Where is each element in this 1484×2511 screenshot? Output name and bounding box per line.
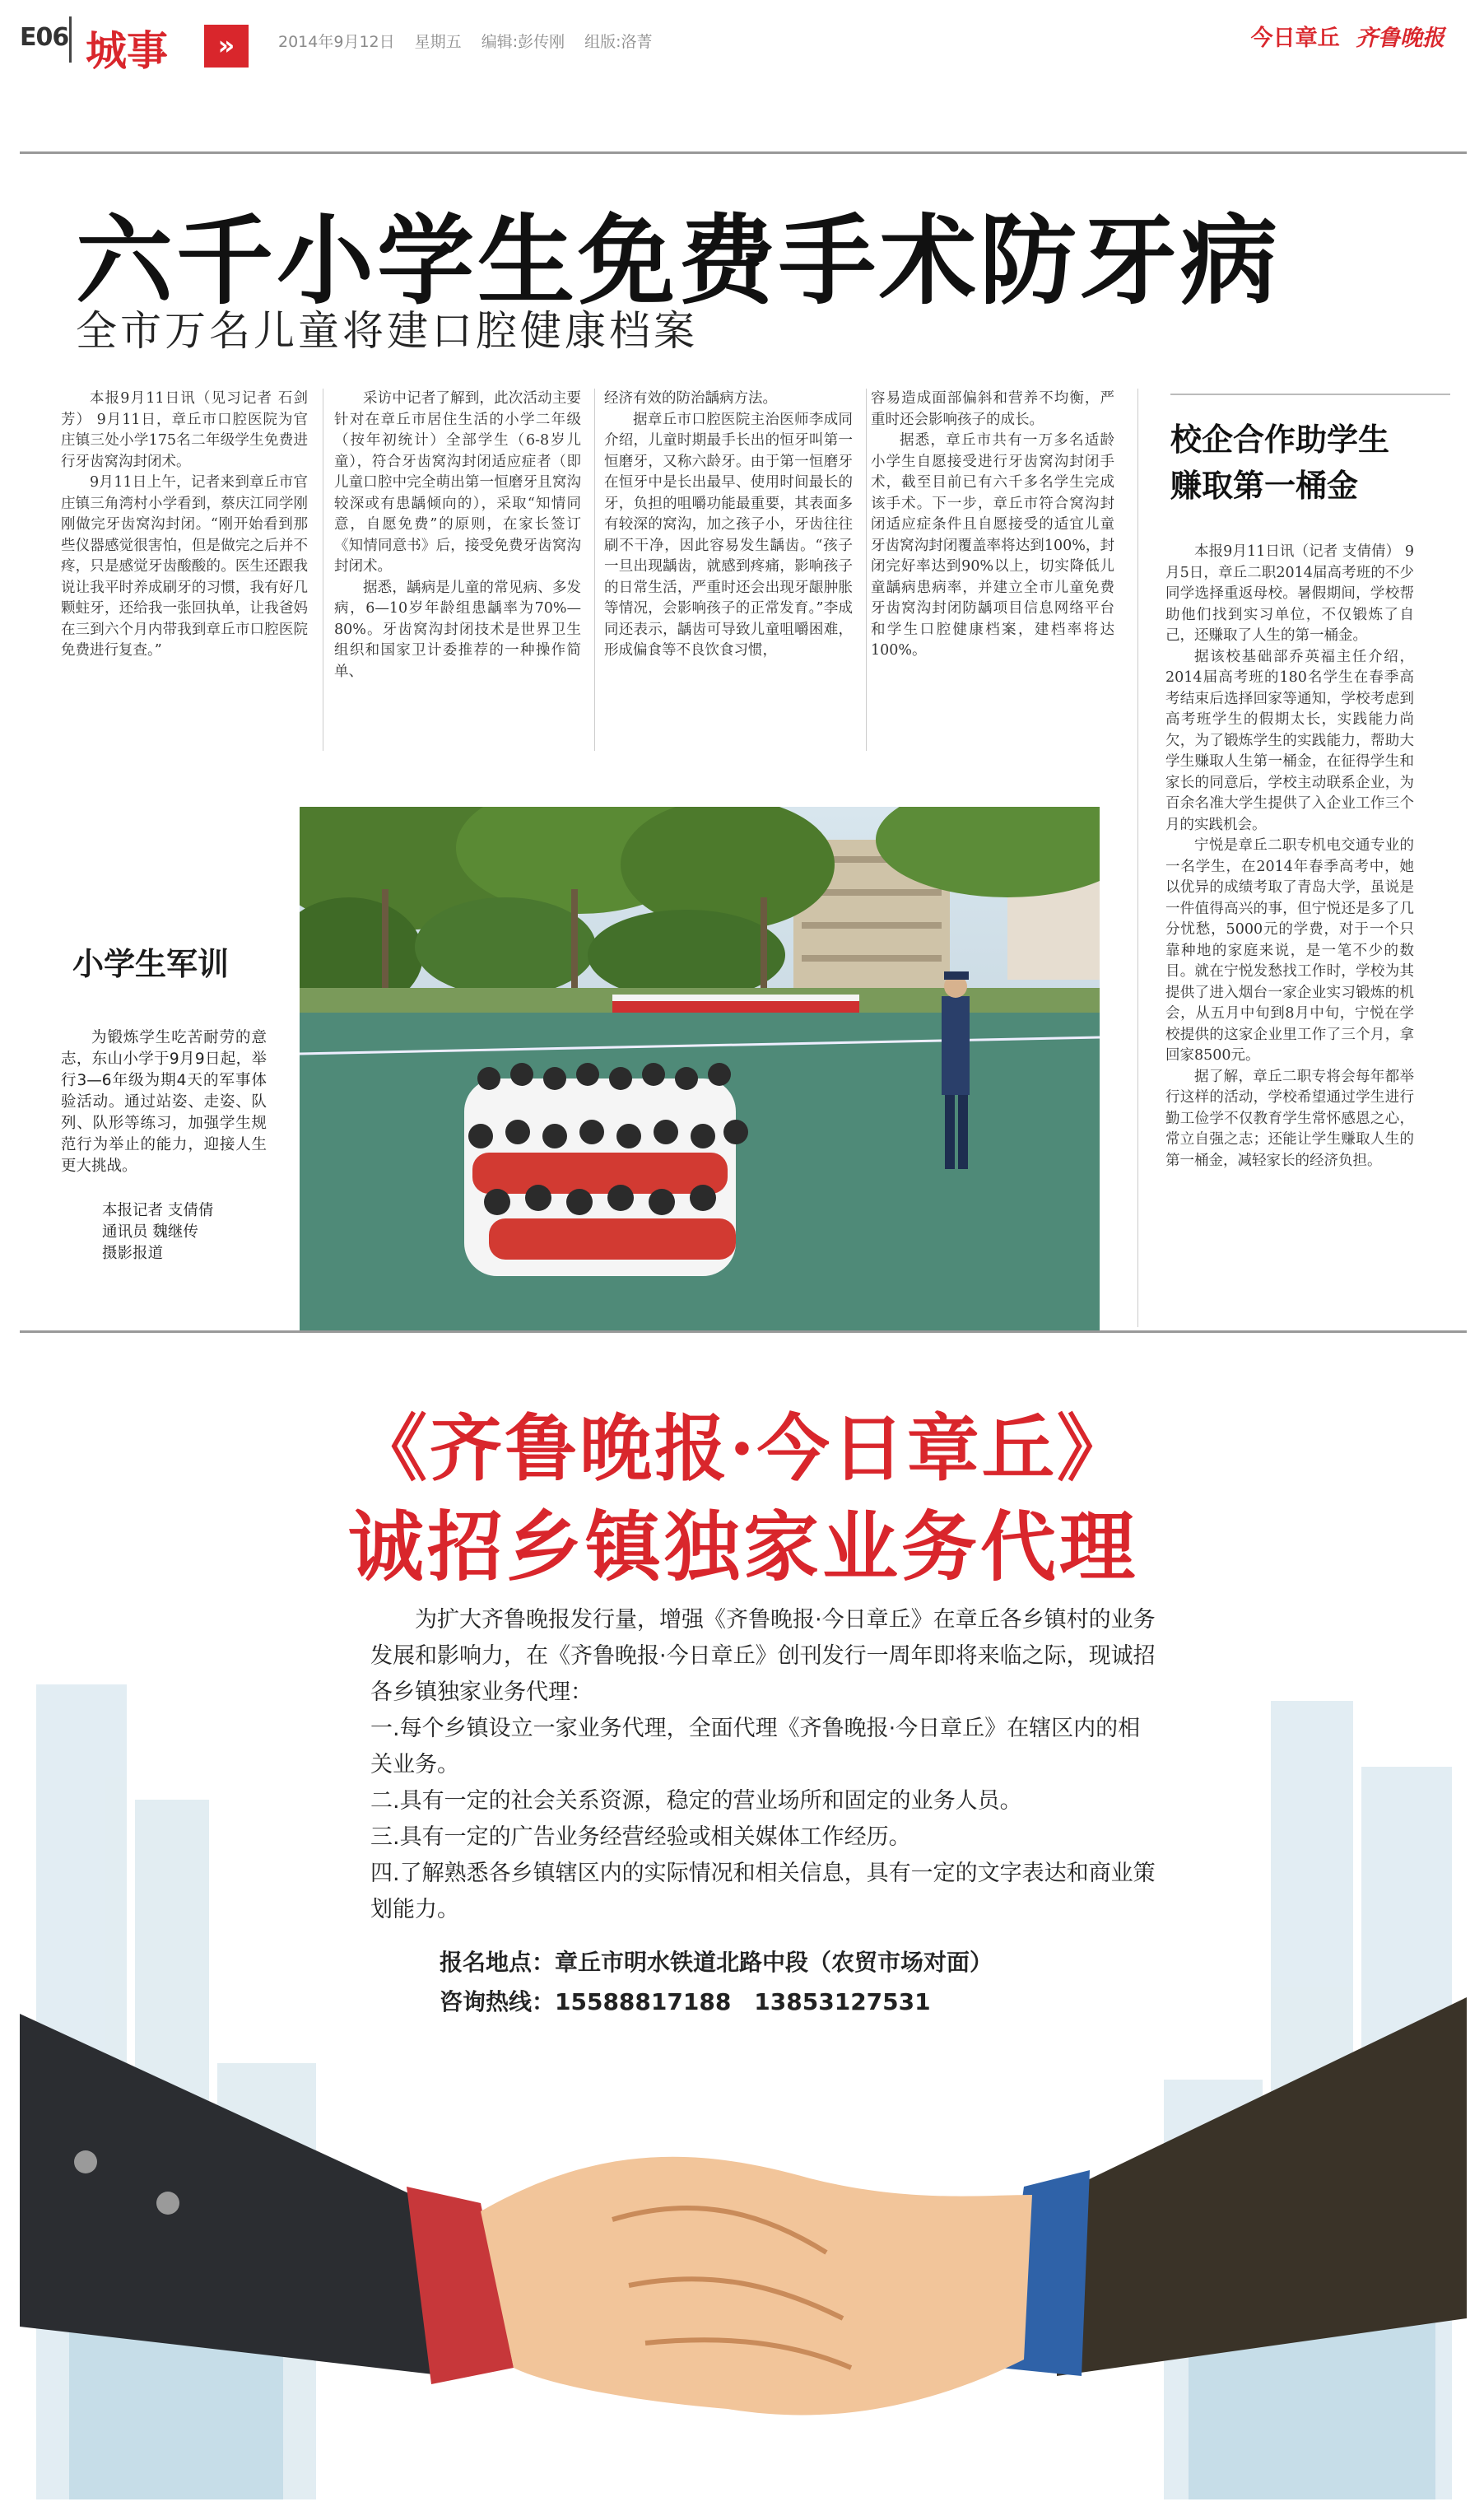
article-paragraph: 本报9月11日讯（见习记者 石剑芳） 9月11日，章丘市口腔医院为官庄镇三处小学175名二年级学生免费进行牙齿窝沟封闭术。 <box>61 390 308 470</box>
edition-name: 今日章丘 <box>1250 26 1340 51</box>
article-paragraph: 采访中记者了解到，此次活动主要针对在章丘市居住生活的小学二年级（按年初统计）全部学生（6-8岁儿童），符合牙齿窝沟封闭适应症者（即儿童口腔中完全萌出第一恒磨牙且窝沟较深或有患龋倾向的），采取“知情同意，自愿免费”的原则，在家长签订《知情同意书》后，接受免费牙齿窝沟封闭术。 <box>334 390 581 575</box>
article-column-2 <box>334 389 581 682</box>
ad-body <box>370 1602 1161 1928</box>
military-training-photo <box>300 807 1100 1330</box>
article-column-3 <box>604 389 853 662</box>
ad-requirement: 一.每个乡镇设立一家业务代理，全面代理《齐鲁晚报·今日章丘》在辖区内的相关业务。 <box>370 1716 1141 1777</box>
article-paragraph: 据悉，章丘市共有一万多名适龄小学生自愿接受进行牙齿窝沟封闭手术，截至目前已有六千多名学生完成该手术。下一步，章丘市符合窝沟封闭适应症条件且自愿接受的适宜儿童牙齿窝沟封闭覆盖率将达到100%，封闭完好率达到90%以上，切实降低儿童龋病患病率，并建立全市儿童免费牙齿窝沟封闭防龋项目信息网络平台和学生口腔健康档案，建档率将达100%。 <box>871 432 1114 659</box>
column-divider <box>866 389 867 751</box>
ad-contact <box>440 1943 993 2022</box>
ad-hotline: 咨询热线：15588817188 13853127531 <box>440 1988 931 2015</box>
section-rule <box>20 1330 1467 1333</box>
sidebar-paragraph: 本报9月11日讯（记者 支倩倩） 9月5日，章丘二职2014届高考班的不少同学选择重返母校。暑假期间，学校帮助他们找到实习单位，不仅锻炼了自己，还赚取了人生的第一桶金。 <box>1165 543 1414 644</box>
sidebar-paragraph: 据了解，章丘二职专将会每年都举行这样的活动，学校希望通过学生进行勤工俭学不仅教育学生常怀感恩之心，常立自强之志；还能让学生赚取人生的第一桶金，减轻家长的经济负担。 <box>1165 1068 1414 1169</box>
article-column-1 <box>61 389 308 662</box>
sidebar-title-line: 校企合作助学生 <box>1170 422 1390 458</box>
sidebar-paragraph: 据该校基础部乔英福主任介绍，2014届高考班的180名学生在春季高考结束后选择回家等通知，学校考虑到高考班学生的假期太长，实践能力尚欠，为了锻炼学生的实践能力，帮助大学生赚取人生第一桶金，在征得学生和家长的同意后，学校主动联系企业，为百余名准大学生提供了入企业工作三个月的实践机会。 <box>1165 648 1414 833</box>
article-paragraph: 容易造成面部偏斜和营养不均衡，严重时还会影响孩子的成长。 <box>871 390 1114 428</box>
article-paragraph: 经济有效的防治龋病方法。 <box>604 390 777 407</box>
photo-caption <box>61 1027 267 1177</box>
photo-title: 小学生军训 <box>72 946 230 982</box>
ad-requirement: 四.了解熟悉各乡镇辖区内的实际情况和相关信息，具有一定的文字表达和商业策划能力。 <box>370 1861 1156 1922</box>
article-paragraph: 据章丘市口腔医院主治医师李成同介绍，儿童时期最手长出的恒牙叫第一恒磨牙，又称六龄牙。由于第一恒磨牙在恒牙中是长出最早、使用时间最长的牙，负担的咀嚼功能最重要，其表面多有较深的窝沟，加之孩子小，牙齿往往刷不干净，因此容易发生龋齿。“孩子一旦出现龋齿，就感到疼痛，影响孩子的日常生活，严重时还会出现牙龈肿胀等情况，会影响孩子的正常发育。”李成同还表示，龋齿可导致儿童咀嚼困难，形成偏食等不良饮食习惯， <box>604 411 853 659</box>
photo-credit <box>102 1200 213 1265</box>
ad-requirement: 三.具有一定的广告业务经营经验或相关媒体工作经历。 <box>370 1824 911 1850</box>
column-divider <box>594 389 595 751</box>
ad-title: 《齐鲁晚报·今日章丘》 <box>355 1405 1132 1491</box>
sidebar-rule <box>1170 394 1450 395</box>
credit-line: 摄影报道 <box>102 1245 164 1262</box>
ad-address: 报名地点：章丘市明水铁道北路中段（农贸市场对面） <box>440 1949 993 1976</box>
ad-subtitle: 诚招乡镇独家业务代理 <box>347 1503 1138 1591</box>
edition-label <box>1251 20 1444 52</box>
page-number: E06 <box>20 23 69 52</box>
ad-intro: 为扩大齐鲁晚报发行量，增强《齐鲁晚报·今日章丘》在章丘各乡镇村的业务发展和影响力，在《齐鲁晚报·今日章丘》创刊发行一周年即将来临之际，现诚招各乡镇独家业务代理： <box>370 1607 1156 1705</box>
header-rule <box>20 151 1467 154</box>
sidebar-body <box>1165 542 1414 1172</box>
credit-line: 通讯员 魏继传 <box>102 1223 198 1241</box>
sidebar-title <box>1170 417 1389 509</box>
sidebar-paragraph: 宁悦是章丘二职专机电交通专业的一名学生，在2014年春季高考中，她以优异的成绩考取了青岛大学，虽说是一件值得高兴的事，但宁悦还是多了几分忧愁，5000元的学费，对于一个只靠种地的家庭来说，是一笔不少的数目。就在宁悦发愁找工作时，学校为其提供了进入烟台一家企业实习锻炼的机会，从五月中旬到8月中旬，宁悦在学校提供的这家企业里工作了三个月，拿回家8500元。 <box>1165 837 1414 1064</box>
issue-meta: 2014年9月12日 星期五 编辑:彭传刚 组版:洛菁 <box>278 33 653 51</box>
sidebar-title-line: 赚取第一桶金 <box>1170 468 1359 504</box>
section-title: 城事 <box>86 26 168 75</box>
brand-logo: 齐鲁晚报 <box>1356 26 1444 51</box>
article-paragraph: 9月11日上午，记者来到章丘市官庄镇三角湾村小学看到，蔡庆江同学刚刚做完牙齿窝沟封闭。“刚开始看到那些仪器感觉很害怕，但是做完之后并不疼，只是感觉牙齿酸酸的。医生还跟我说让我平时养成刷牙的习惯，我有好几颗蛀牙，还给我一张回执单，让我爸妈在三到六个月内带我到章丘市口腔医院免费进行复查。” <box>61 474 308 659</box>
subheadline: 全市万名儿童将建口腔健康档案 <box>76 307 698 355</box>
ad-requirement: 二.具有一定的社会关系资源，稳定的营业场所和固定的业务人员。 <box>370 1788 1022 1814</box>
recruitment-ad <box>20 1339 1467 2499</box>
credit-line: 本报记者 支倩倩 <box>102 1202 214 1219</box>
headline: 六千小学生免费手术防牙病 <box>76 204 1282 318</box>
photo-caption-text: 为锻炼学生吃苦耐劳的意志，东山小学于9月9日起，举行3—6年级为期4天的军事体验活动。通过站姿、走姿、队列、队形等练习，加强学生规范行为举止的能力，迎接人生更大挑战。 <box>61 1029 267 1175</box>
section-arrow-icon: » <box>204 25 249 68</box>
column-divider <box>1137 389 1138 1327</box>
article-paragraph: 据悉，龋病是儿童的常见病、多发病，6—10岁年龄组患龋率为70%—80%。牙齿窝沟封闭技术是世界卫生组织和国家卫计委推荐的一种操作简单、 <box>334 579 581 680</box>
article-column-4 <box>871 389 1114 662</box>
header-divider <box>69 16 72 63</box>
